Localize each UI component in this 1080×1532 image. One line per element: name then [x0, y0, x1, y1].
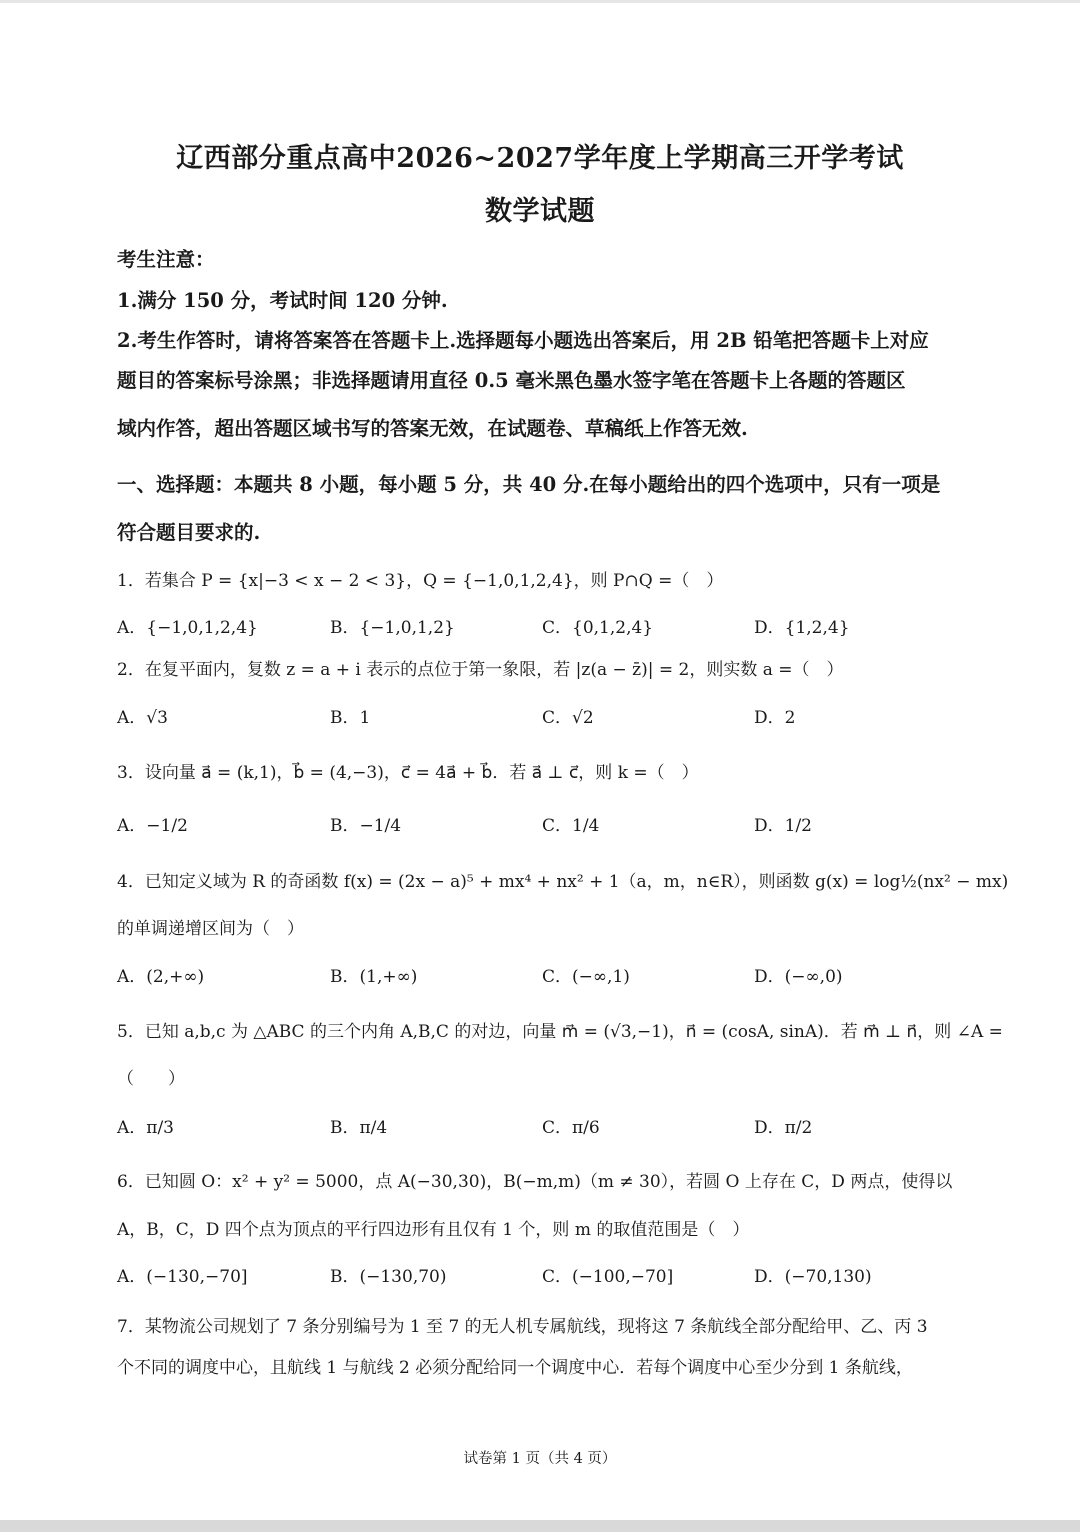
exam-subtitle: 数学试题: [485, 196, 595, 227]
question-7-stem-line-1: 7．某物流公司规划了 7 条分别编号为 1 至 7 的无人机专属航线，现将这 7 条航线全部分配给甲、乙、丙 3: [117, 1317, 928, 1337]
question-3-option-c: C．1/4: [542, 816, 600, 836]
question-1-option-b: B．{−1,0,1,2}: [330, 618, 455, 638]
page-bottom-edge: [0, 1520, 1080, 1532]
question-6-stem-line-2: A，B，C，D 四个点为顶点的平行四边形有且仅有 1 个，则 m 的取值范围是（ ）: [117, 1220, 750, 1240]
question-6-option-d: D．(−70,130): [754, 1267, 872, 1287]
notice-heading: 考生注意：: [117, 248, 215, 271]
question-4-stem-line-1: 4．已知定义域为 R 的奇函数 f(x) = (2x − a)⁵ + mx⁴ + nx² + 1（a，m，n∈R），则函数 g(x) = log½(nx² − mx): [117, 872, 1009, 892]
question-6-option-b: B．(−130,70): [330, 1267, 447, 1287]
section-heading-line-2: 符合题目要求的.: [117, 521, 261, 544]
question-2-option-d: D．2: [754, 708, 796, 728]
notice-line-4: 域内作答，超出答题区域书写的答案无效，在试题卷、草稿纸上作答无效.: [117, 417, 748, 440]
question-7-stem-line-2: 个不同的调度中心，且航线 1 与航线 2 必须分配给同一个调度中心．若每个调度中心至少分到 1 条航线，: [117, 1358, 913, 1378]
page-footer: 试卷第 1 页（共 4 页）: [463, 1451, 617, 1467]
question-2-option-a: A．√3: [117, 708, 168, 728]
notice-line-1: 1.满分 150 分，考试时间 120 分钟.: [117, 289, 448, 312]
question-4-option-d: D．(−∞,0): [754, 967, 843, 987]
section-heading-line-1: 一、选择题：本题共 8 小题，每小题 5 分，共 40 分.在每小题给出的四个选项中，只有一项是: [117, 473, 941, 496]
question-5-stem-line-2: （ ）: [117, 1069, 185, 1089]
question-5-stem-line-1: 5．已知 a,b,c 为 △ABC 的三个内角 A,B,C 的对边，向量 m⃗ = (√3,−1)，n⃗ = (cosA, sinA)．若 m⃗ ⊥ n⃗，则 ∠A =: [117, 1022, 1003, 1042]
question-6-stem-line-1: 6．已知圆 O：x² + y² = 5000，点 A(−30,30)，B(−m,m)（m ≠ 30），若圆 O 上存在 C，D 两点，使得以: [117, 1172, 953, 1192]
question-4-option-c: C．(−∞,1): [542, 967, 630, 987]
question-3-option-d: D．1/2: [754, 816, 812, 836]
question-3-stem: 3．设向量 a⃗ = (k,1)，b⃗ = (4,−3)，c⃗ = 4a⃗ + b⃗．若 a⃗ ⊥ c⃗，则 k =（ ）: [117, 763, 699, 783]
question-5-option-a: A．π/3: [117, 1118, 174, 1138]
notice-line-3: 题目的答案标号涂黑；非选择题请用直径 0.5 毫米黑色墨水签字笔在答题卡上各题的答题区: [117, 369, 906, 392]
question-2-option-b: B．1: [330, 708, 371, 728]
question-5-option-b: B．π/4: [330, 1118, 388, 1138]
question-1-stem: 1．若集合 P = {x|−3 < x − 2 < 3}，Q = {−1,0,1,2,4}，则 P∩Q =（ ）: [117, 571, 724, 591]
question-3-option-b: B．−1/4: [330, 816, 402, 836]
exam-title: 辽西部分重点高中2026~2027学年度上学期高三开学考试: [176, 143, 904, 174]
question-2-option-c: C．√2: [542, 708, 594, 728]
question-2-stem: 2．在复平面内，复数 z = a + i 表示的点位于第一象限，若 |z(a − z̄)| = 2，则实数 a =（ ）: [117, 660, 844, 680]
question-4-option-a: A．(2,+∞): [117, 967, 205, 987]
notice-line-2: 2.考生作答时，请将答案答在答题卡上.选择题每小题选出答案后，用 2B 铅笔把答题卡上对应: [117, 329, 929, 352]
question-5-option-c: C．π/6: [542, 1118, 600, 1138]
question-3-option-a: A．−1/2: [117, 816, 188, 836]
question-4-option-b: B．(1,+∞): [330, 967, 418, 987]
question-1-option-a: A．{−1,0,1,2,4}: [117, 618, 258, 638]
question-6-option-a: A．(−130,−70]: [117, 1267, 248, 1287]
question-6-option-c: C．(−100,−70]: [542, 1267, 674, 1287]
question-4-stem-line-2: 的单调递增区间为（ ）: [117, 919, 304, 939]
question-5-option-d: D．π/2: [754, 1118, 813, 1138]
question-1-option-c: C．{0,1,2,4}: [542, 618, 654, 638]
question-1-option-d: D．{1,2,4}: [754, 618, 850, 638]
